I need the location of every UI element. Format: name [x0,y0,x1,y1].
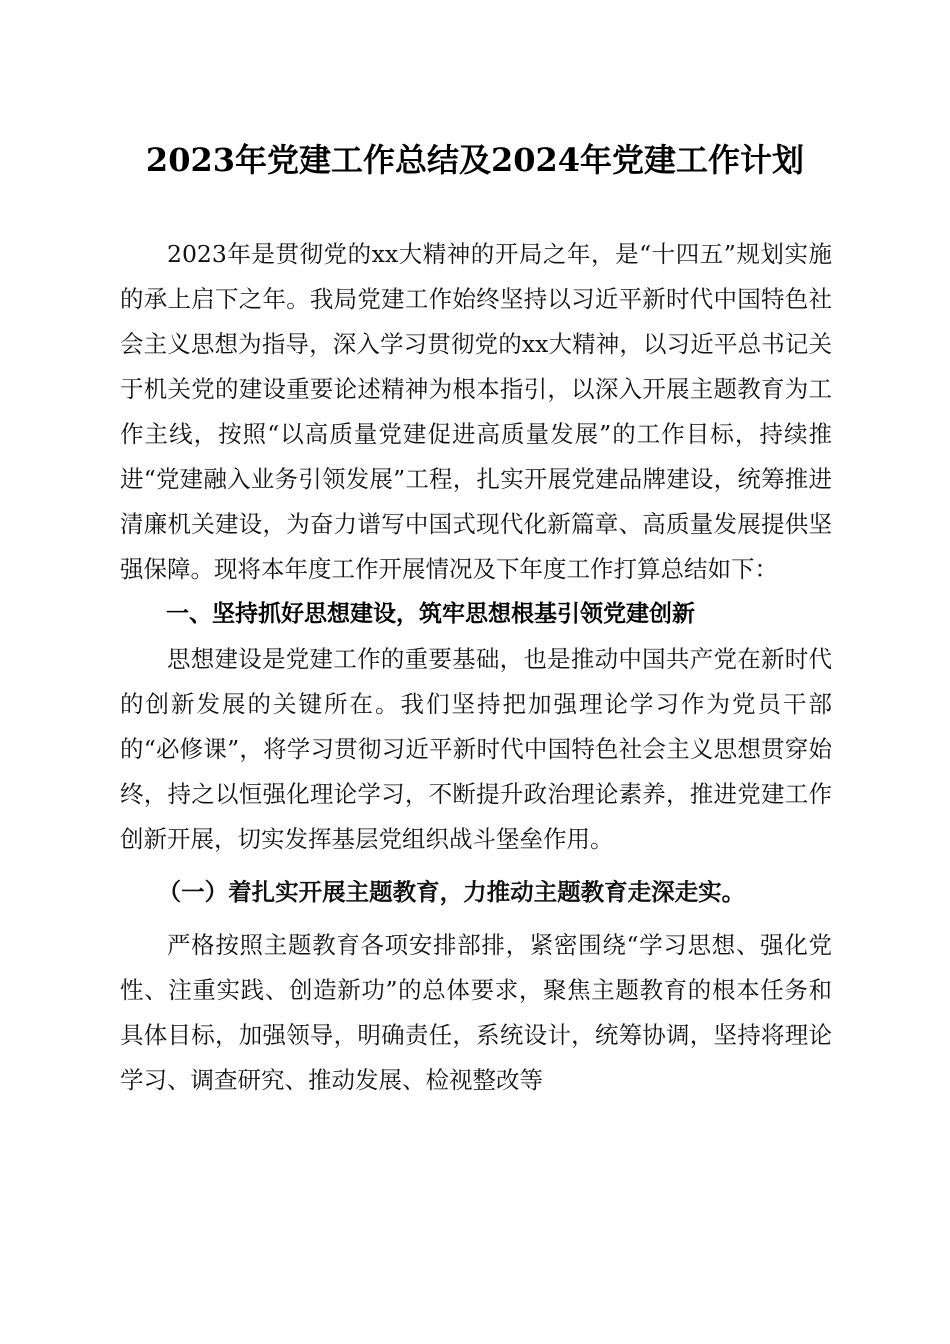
intro-paragraph: 2023年是贯彻党的xx大精神的开局之年，是“十四五”规划实施的承上启下之年。我局党建工作始终坚持以习近平新时代中国特色社会主义思想为指导，深入学习贯彻党的xx大精神，以习近平总书记关于机关党的建设重要论述精神为根本指引，以深入开展主题教育为工作主线，按照“以高质量党建促进高质量发展”的工作目标，持续推进“党建融入业务引领发展”工程，扎实开展党建品牌建设，统筹推进清廉机关建设，为奋力谱写中国式现代化新篇章、高质量发展提供坚强保障。现将本年度工作开展情况及下年度工作打算总结如下： [120,240,832,583]
section-1-paragraph: 思想建设是党建工作的重要基础，也是推动中国共产党在新时代的创新发展的关键所在。我们坚持把加强理论学习作为党员干部的“必修课”，将学习贯彻习近平新时代中国特色社会主义思想贯穿始终，持之以恒强化理论学习，不断提升政治理论素养，推进党建工作创新开展，切实发挥基层党组织战斗堡垒作用。 [120,645,832,853]
spacer [120,862,832,870]
document-body [120,232,832,1103]
spacer [120,915,832,923]
subsection-1-heading: （一）着扎实开展主题教育，力推动主题教育走深走实。 [157,878,746,906]
document-title: 2023年党建工作总结及2024年党建工作计划 [145,141,805,179]
subsection-1-paragraph: 严格按照主题教育各项安排部排，紧密围绕“学习思想、强化党性、注重实践、创造新功”的总体要求，聚焦主题教育的根本任务和具体目标，加强领导，明确责任，系统设计，统筹协调，坚持将理论学习、调查研究、推动发展、检视整改等 [120,931,832,1094]
section-1-heading: 一、坚持抓好思想建设，筑牢思想根基引领党建创新 [166,601,695,627]
